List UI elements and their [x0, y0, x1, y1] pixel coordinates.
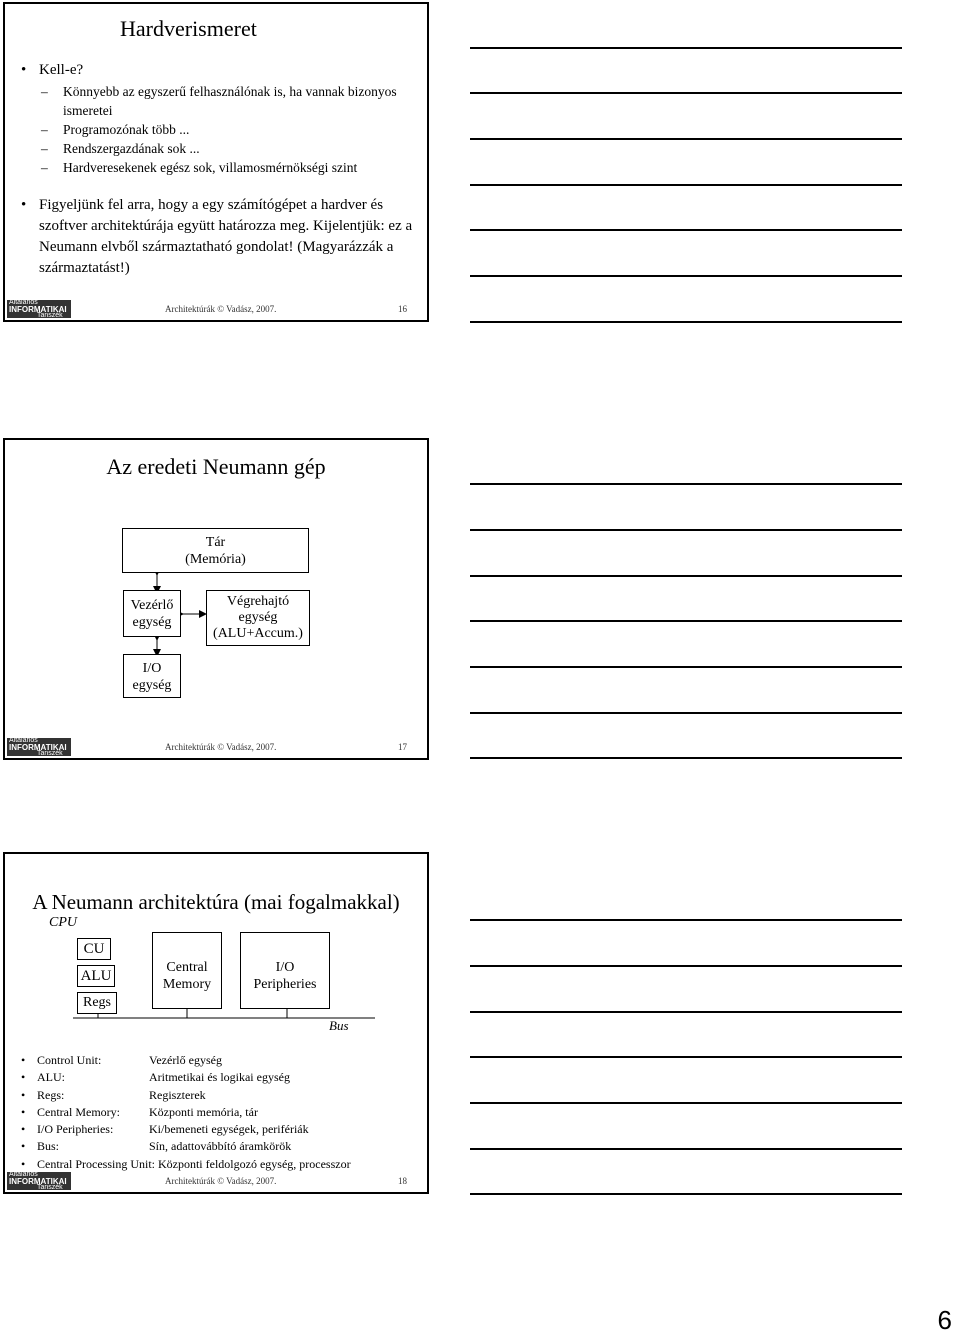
bus-label: Bus [329, 1018, 349, 1033]
definition-item: • ALU: Aritmetikai és logikai egység [21, 1069, 351, 1086]
sub-item: – Rendszergazdának sok ... [21, 139, 417, 158]
bullet-item [21, 195, 417, 279]
definition-item: • I/O Peripheries: Ki/bemeneti egységek, perifériák [21, 1121, 351, 1138]
sub-item: – Hardveresekenek egész sok, villamosmérnökségi szint [21, 158, 417, 177]
definition-item: • Central Memory: Központi memória, tár [21, 1104, 351, 1121]
bullet-list [21, 60, 417, 279]
department-logo: Általános INFORMATIKAI Tanszék [7, 300, 71, 318]
slide-footer [5, 298, 427, 320]
cu-box: CU [77, 938, 111, 960]
slide-footer [5, 736, 427, 758]
slide-17 [3, 438, 429, 760]
department-logo: Általános INFORMATIKAI Tanszék [7, 738, 71, 756]
bullet-text: Figyeljünk fel arra, hogy a egy számítógépet a hardver és szoftver architektúrája együtt határozza meg. Kijelentjük: ez a Neumann elvből származtatható gondolat! (Magyarázzák a származtatást!) [39, 197, 413, 276]
slide-number: 17 [398, 742, 407, 752]
control-unit-box: Vezérlő egység [123, 590, 181, 637]
regs-box: Regs [77, 992, 117, 1014]
footer-credit: Architektúrák © Vadász, 2007. [165, 1176, 277, 1186]
slide-title: Az eredeti Neumann gép [106, 454, 326, 479]
footer-credit: Architektúrák © Vadász, 2007. [165, 742, 277, 752]
slide-footer [5, 1170, 427, 1192]
definition-item: • Control Unit: Vezérlő egység [21, 1052, 351, 1069]
memory-box: Tár (Memória) [122, 528, 309, 573]
definition-item: • Regs: Regiszterek [21, 1087, 351, 1104]
page-number: 6 [937, 1305, 952, 1335]
execution-unit-box: Végrehajtó egység (ALU+Accum.) [206, 590, 310, 646]
slide-title: Hardverismeret [120, 16, 257, 41]
bullet-text: Kell-e? [39, 62, 84, 78]
io-peripheries-box: I/O Peripheries [240, 932, 330, 1009]
definition-list [21, 1052, 351, 1173]
slide-18 [3, 852, 429, 1194]
sub-item: – Könnyebb az egyszerű felhasználónak is, ha vannak bizonyos ismeretei [21, 82, 417, 120]
io-unit-box: I/O egység [123, 654, 181, 698]
slide-number: 16 [398, 304, 407, 314]
cpu-label: CPU [49, 915, 77, 930]
department-logo: Általános INFORMATIKAI Tanszék [7, 1172, 71, 1190]
definition-item: • Central Processing Unit: Központi feldolgozó egység, processzor [21, 1156, 351, 1173]
slide-title: A Neumann architektúra (mai fogalmakkal) [32, 890, 400, 914]
slide-16 [3, 2, 429, 322]
alu-box: ALU [77, 965, 115, 987]
definition-item: • Bus: Sín, adattovábbító áramkörök [21, 1138, 351, 1155]
sub-list [21, 82, 417, 177]
sub-item: – Programozónak több ... [21, 120, 417, 139]
footer-credit: Architektúrák © Vadász, 2007. [165, 304, 277, 314]
bullet-item [21, 60, 417, 177]
central-memory-box: Central Memory [152, 932, 222, 1009]
slide-number: 18 [398, 1176, 407, 1186]
